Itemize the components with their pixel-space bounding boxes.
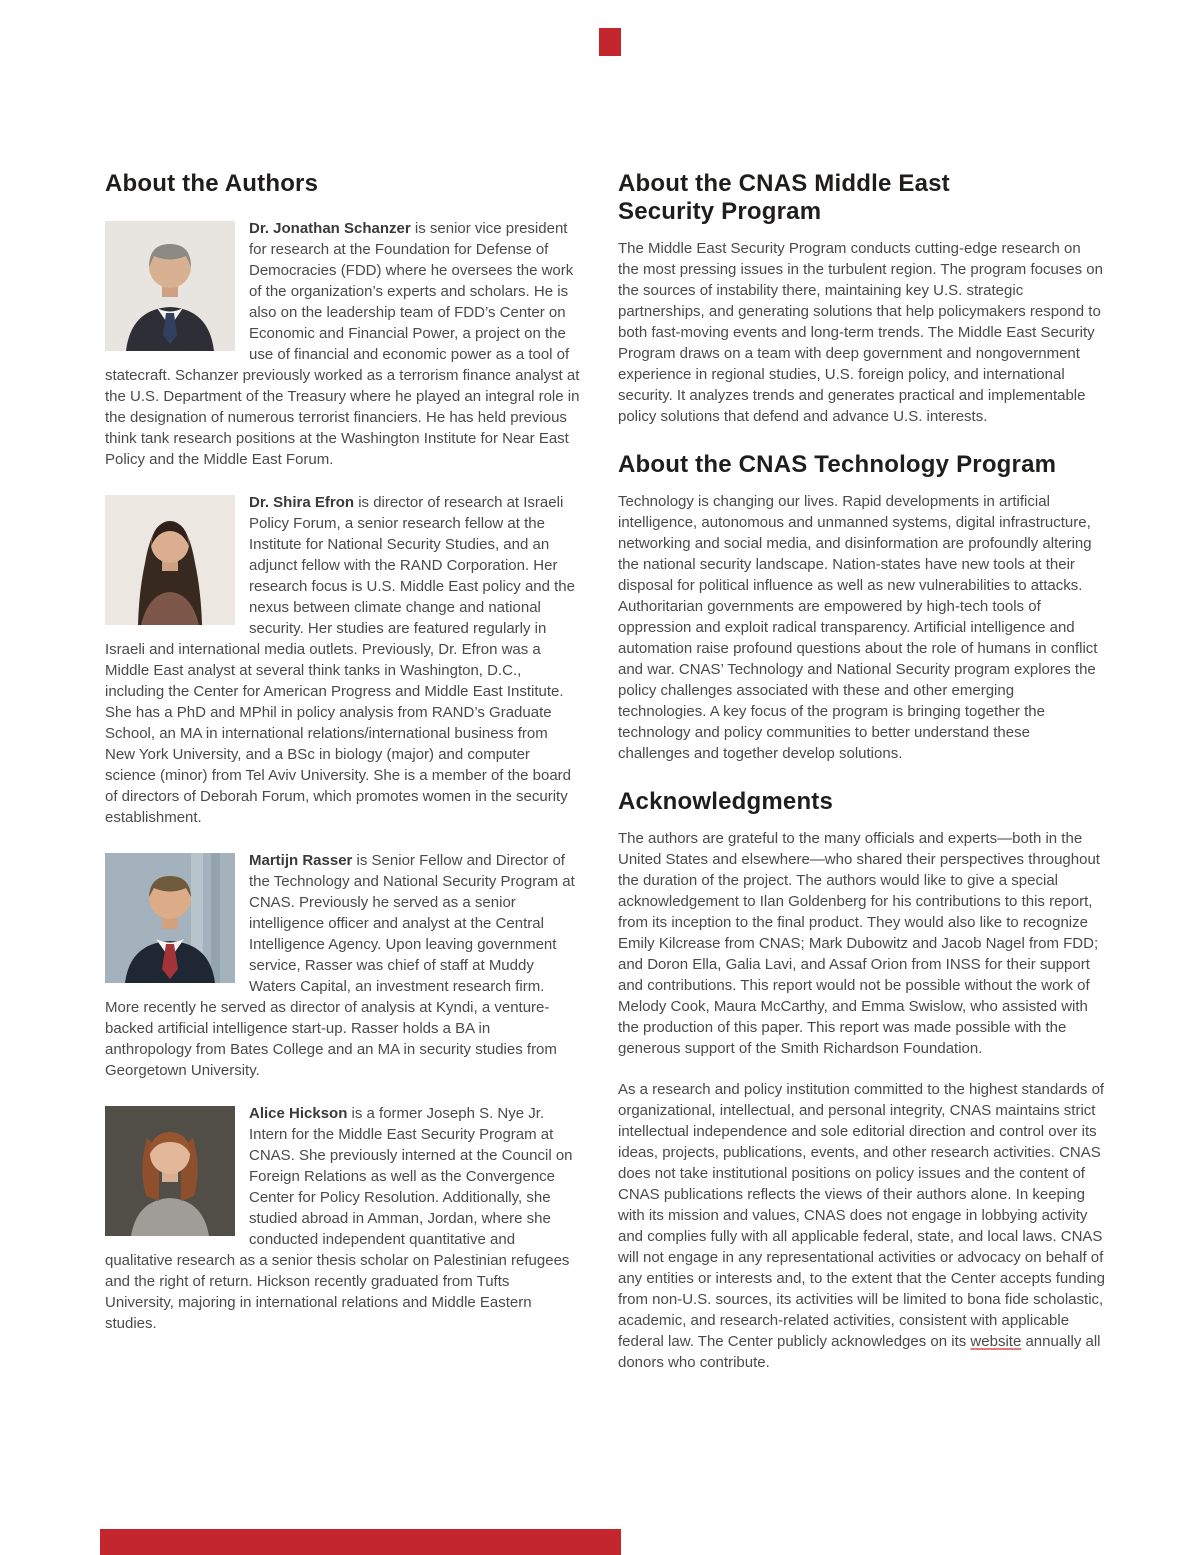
authors-column <box>105 170 580 1397</box>
author-name: Alice Hickson <box>249 1105 348 1123</box>
bottom-red-bar <box>100 1529 621 1555</box>
technology-program-body: Technology is changing our lives. Rapid developments in artificial intelligence, autonomous and unmanned systems, digital infrastructure, networking and social media, and disinformation are profoundly altering the national security landscape. Nation-states have new tools at their disposal for political influence as well as new vulnerabilities to attacks. Authoritarian governments are empowered by high-tech tools of oppression and exploit radical transparency. Artificial intelligence and automation raise profound questions about the role of humans in conflict and war. CNAS’ Technology and National Security program explores the policy challenges associated with these and other emerging technologies. A key focus of the program is bringing together the technology and policy communities to better understand these challenges and together develop solutions. <box>618 493 1098 763</box>
website-link[interactable]: website <box>970 1333 1022 1351</box>
author-bio-text: is director of research at Israeli Policy Forum, a senior research fellow at the Institute for National Security Studies, and an adjunct fellow with the RAND Corporation. Her research focus is U.S. Middle East policy and the nexus between climate change and national security. Her studies are featured regularly in Israeli and international media outlets. Previously, Dr. Efron was a Middle East analyst at several think tanks in Washington, D.C., including the Center for American Progress and Middle East Institute. She has a PhD and MPhil in policy analysis from RAND’s Graduate School, an MA in international relations/international business from New York University, and a BSc in biology (major) and computer science (minor) from Tel Aviv University. She is a member of the board of directors of Deborah Forum, which promotes women in the security establishment. <box>105 494 575 827</box>
author-bio-text: is senior vice president for research at the Foundation for Defense of Democracies (FDD) where he oversees the work of the organization’s experts and scholars. He is also on the leadership team of FDD’s Center on Economic and Financial Power, a project on the use of financial and economic power as a tool of statecraft. Schanzer previously worked as a terrorism finance analyst at the U.S. Department of the Treasury where he played an integral role in the designation of numerous terrorist financiers. He has held previous think tank research positions at the Washington Institute for Near East Policy and the Middle East Forum. <box>105 220 580 469</box>
author-bio-text: is Senior Fellow and Director of the Technology and National Security Program at CNAS. Previously he served as a senior intelligence officer and analyst at the Central Intelligence Agency. Upon leaving government service, Rasser was chief of staff at Muddy Waters Capital, an investment research firm. More recently he served as director of analysis at Kyndi, a venture-backed artificial intelligence start-up. Rasser holds a BA in anthropology from Bates College and an MA in security studies from Georgetown University. <box>105 852 575 1080</box>
middle-east-program-heading: About the CNAS Middle East Security Program <box>618 170 950 226</box>
author-name: Dr. Jonathan Schanzer <box>249 220 411 238</box>
author-block-alice-hickson <box>105 1103 580 1334</box>
alice-hickson-photo <box>105 1106 235 1236</box>
author-block-shira-efron <box>105 492 580 828</box>
shira-efron-photo <box>105 495 235 625</box>
middle-east-program-body: The Middle East Security Program conducts cutting-edge research on the most pressing issues in the turbulent region. The program focuses on the sources of instability there, maintaining key U.S. strategic partnerships, and generating solutions that help policymakers respond to both fast-moving events and long-term trends. The Middle East Security Program draws on a team with deep government and nongovernment experience in regional studies, U.S. foreign policy, and international security. It analyzes trends and generates practical and implementable policy solutions that defend and advance U.S. interests. <box>618 240 1103 426</box>
content-columns <box>105 170 1105 1397</box>
author-name: Martijn Rasser <box>249 852 353 870</box>
authors-heading: About the Authors <box>105 170 319 197</box>
martijn-rasser-photo <box>105 853 235 983</box>
acknowledgments-paragraph-2 <box>618 1079 1105 1373</box>
acknowledgments-heading: Acknowledgments <box>618 788 834 816</box>
technology-program-heading: About the CNAS Technology Program <box>618 451 1057 479</box>
programs-column <box>618 170 1105 1397</box>
top-red-mark <box>599 28 621 56</box>
author-bio-text: is a former Joseph S. Nye Jr. Intern for the Middle East Security Program at CNAS. She previously interned at the Council on Foreign Relations as well as the Convergence Center for Policy Resolution. Additionally, she studied abroad in Amman, Jordan, where she conducted independent quantitative and qualitative research as a senior thesis scholar on Palestinian refugees and the right of return. Hickson recently graduated from Tufts University, majoring in international relations and Middle Eastern studies. <box>105 1105 573 1333</box>
author-block-jonathan-schanzer <box>105 218 580 470</box>
jonathan-schanzer-photo <box>105 221 235 351</box>
author-block-martijn-rasser <box>105 850 580 1081</box>
acknowledgments-text-after-link: annually all donors who contribute. <box>618 1333 1101 1372</box>
author-name: Dr. Shira Efron <box>249 494 355 512</box>
acknowledgments-paragraph-1: The authors are grateful to the many officials and experts—both in the United States and elsewhere—who shared their perspectives throughout the duration of the project. The authors would like to give a special acknowledgement to Ilan Goldenberg for his contributions to this report, from its inception to the final product. They would also like to recognize Emily Kilcrease from CNAS; Mark Dubowitz and Jacob Nagel from FDD; and Doron Ella, Galia Lavi, and Assaf Orion from INSS for their support and contributions. This report would not be possible without the work of Melody Cook, Maura McCarthy, and Emma Swislow, who assisted with the production of this paper. This report was made possible with the generous support of the Smith Richardson Foundation. <box>618 830 1100 1058</box>
acknowledgments-text-before-link: As a research and policy institution committed to the highest standards of organizational, intellectual, and personal integrity, CNAS maintains strict intellectual independence and sole editorial direction and control over its ideas, projects, publications, events, and other research activities. CNAS does not take institutional positions on policy issues and the content of CNAS publications reflects the views of their authors alone. In keeping with its mission and values, CNAS does not engage in lobbying activity and complies fully with all applicable federal, state, and local laws. CNAS will not engage in any representational activities or advocacy on behalf of any entities or interests and, to the extent that the Center accepts funding from non-U.S. sources, its activities will be limited to bona fide scholastic, academic, and research-related activities, consistent with applicable federal law. The Center publicly acknowledges on its <box>618 1081 1105 1351</box>
